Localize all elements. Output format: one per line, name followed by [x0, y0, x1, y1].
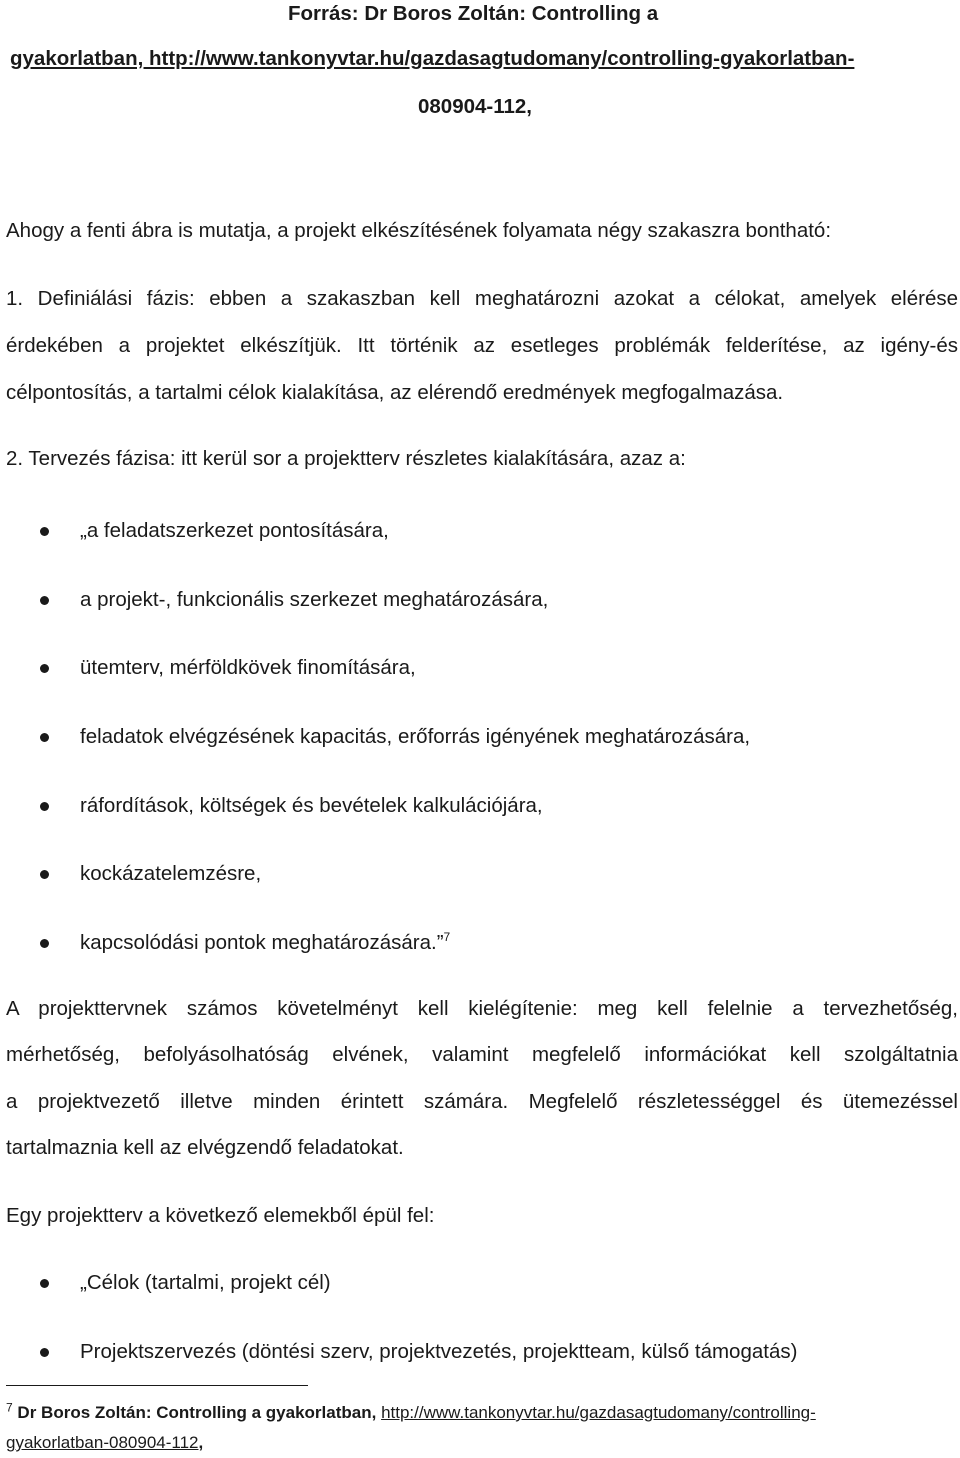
bullet-icon [40, 1279, 49, 1288]
phase2-item: kockázatelemzésre, [80, 862, 262, 885]
phase2-item: kapcsolódási pontok meghatározására.” [80, 931, 444, 954]
intro-paragraph: Ahogy a fenti ábra is mutatja, a projekt elkészítésének folyamata négy szakaszra bontható: [6, 219, 832, 242]
footnote-separator [6, 1385, 308, 1386]
footnote-number: 7 [6, 1400, 13, 1415]
elements-intro: Egy projektterv a következő elemekből épül fel: [6, 1204, 435, 1227]
bullet-icon [40, 596, 49, 605]
footnote-author: Dr Boros Zoltán: Controlling a gyakorlatban, [17, 1403, 377, 1422]
phase2-item: ütemterv, mérföldkövek finomítására, [80, 656, 416, 679]
bullet-icon [40, 870, 49, 879]
bullet-icon [40, 664, 49, 673]
bullet-icon [40, 733, 49, 742]
elements-item: Projektszervezés (döntési szerv, projektvezetés, projektteam, külső támogatás) [80, 1340, 798, 1363]
requirements-line-1: A projekttervnek számos követelményt kell kielégítenie: meg kell felelnie a tervezhetőség, [6, 997, 958, 1020]
phase2-item-last [80, 930, 450, 956]
footnote-link-continued[interactable]: gyakorlatban-080904-112 [6, 1433, 199, 1452]
footnote-link[interactable]: http://www.tankonyvtar.hu/gazdasagtudomany/controlling- [381, 1403, 816, 1422]
requirements-line-3: a projektvezető illetve minden érintett számára. Megfelelő részletességgel és ütemezéssel [6, 1090, 958, 1113]
source-line-1: Forrás: Dr Boros Zoltán: Controlling a [288, 2, 659, 25]
requirements-line-2: mérhetőség, befolyásolhatóság elvének, valamint megfelelő információkat kell szolgáltatnia [6, 1043, 958, 1066]
phase2-item: ráfordítások, költségek és bevételek kalkulációjára, [80, 794, 543, 817]
phase2-item: feladatok elvégzésének kapacitás, erőforrás igényének meghatározására, [80, 725, 751, 748]
bullet-icon [40, 527, 49, 536]
phase2-item: „a feladatszerkezet pontosítására, [80, 519, 389, 542]
source-link-part-2: 080904-112, [418, 95, 533, 118]
footnote-line-2 [6, 1432, 203, 1454]
bullet-icon [40, 802, 49, 811]
source-link-part-1[interactable]: gyakorlatban, http://www.tankonyvtar.hu/gazdasagtudomany/controlling-gyakorlatban- [10, 47, 855, 70]
phase1-line-2: érdekében a projektet elkészítjük. Itt történik az esetleges problémák felderítése, az igény-és [6, 334, 958, 357]
footnote-ref: 7 [443, 930, 451, 945]
phase2-heading: 2. Tervezés fázisa: itt kerül sor a projektterv részletes kialakítására, azaz a: [6, 447, 686, 470]
elements-item: „Célok (tartalmi, projekt cél) [80, 1271, 331, 1294]
source-line-3 [418, 94, 532, 120]
requirements-line-4: tartalmaznia kell az elvégzendő feladatokat. [6, 1136, 404, 1159]
bullet-icon [40, 1348, 49, 1357]
source-line-2 [10, 46, 854, 72]
phase1-line-1: 1. Definiálási fázis: ebben a szakaszban kell meghatározni azokat a célokat, amelyek elérése [6, 287, 958, 310]
footnote-line-1 [6, 1402, 816, 1424]
phase2-item: a projekt-, funkcionális szerkezet meghatározására, [80, 588, 549, 611]
bullet-icon [40, 939, 49, 948]
footnote-tail: , [198, 1433, 204, 1452]
phase1-line-3: célpontosítás, a tartalmi célok kialakítása, az elérendő eredmények megfogalmazása. [6, 381, 784, 404]
